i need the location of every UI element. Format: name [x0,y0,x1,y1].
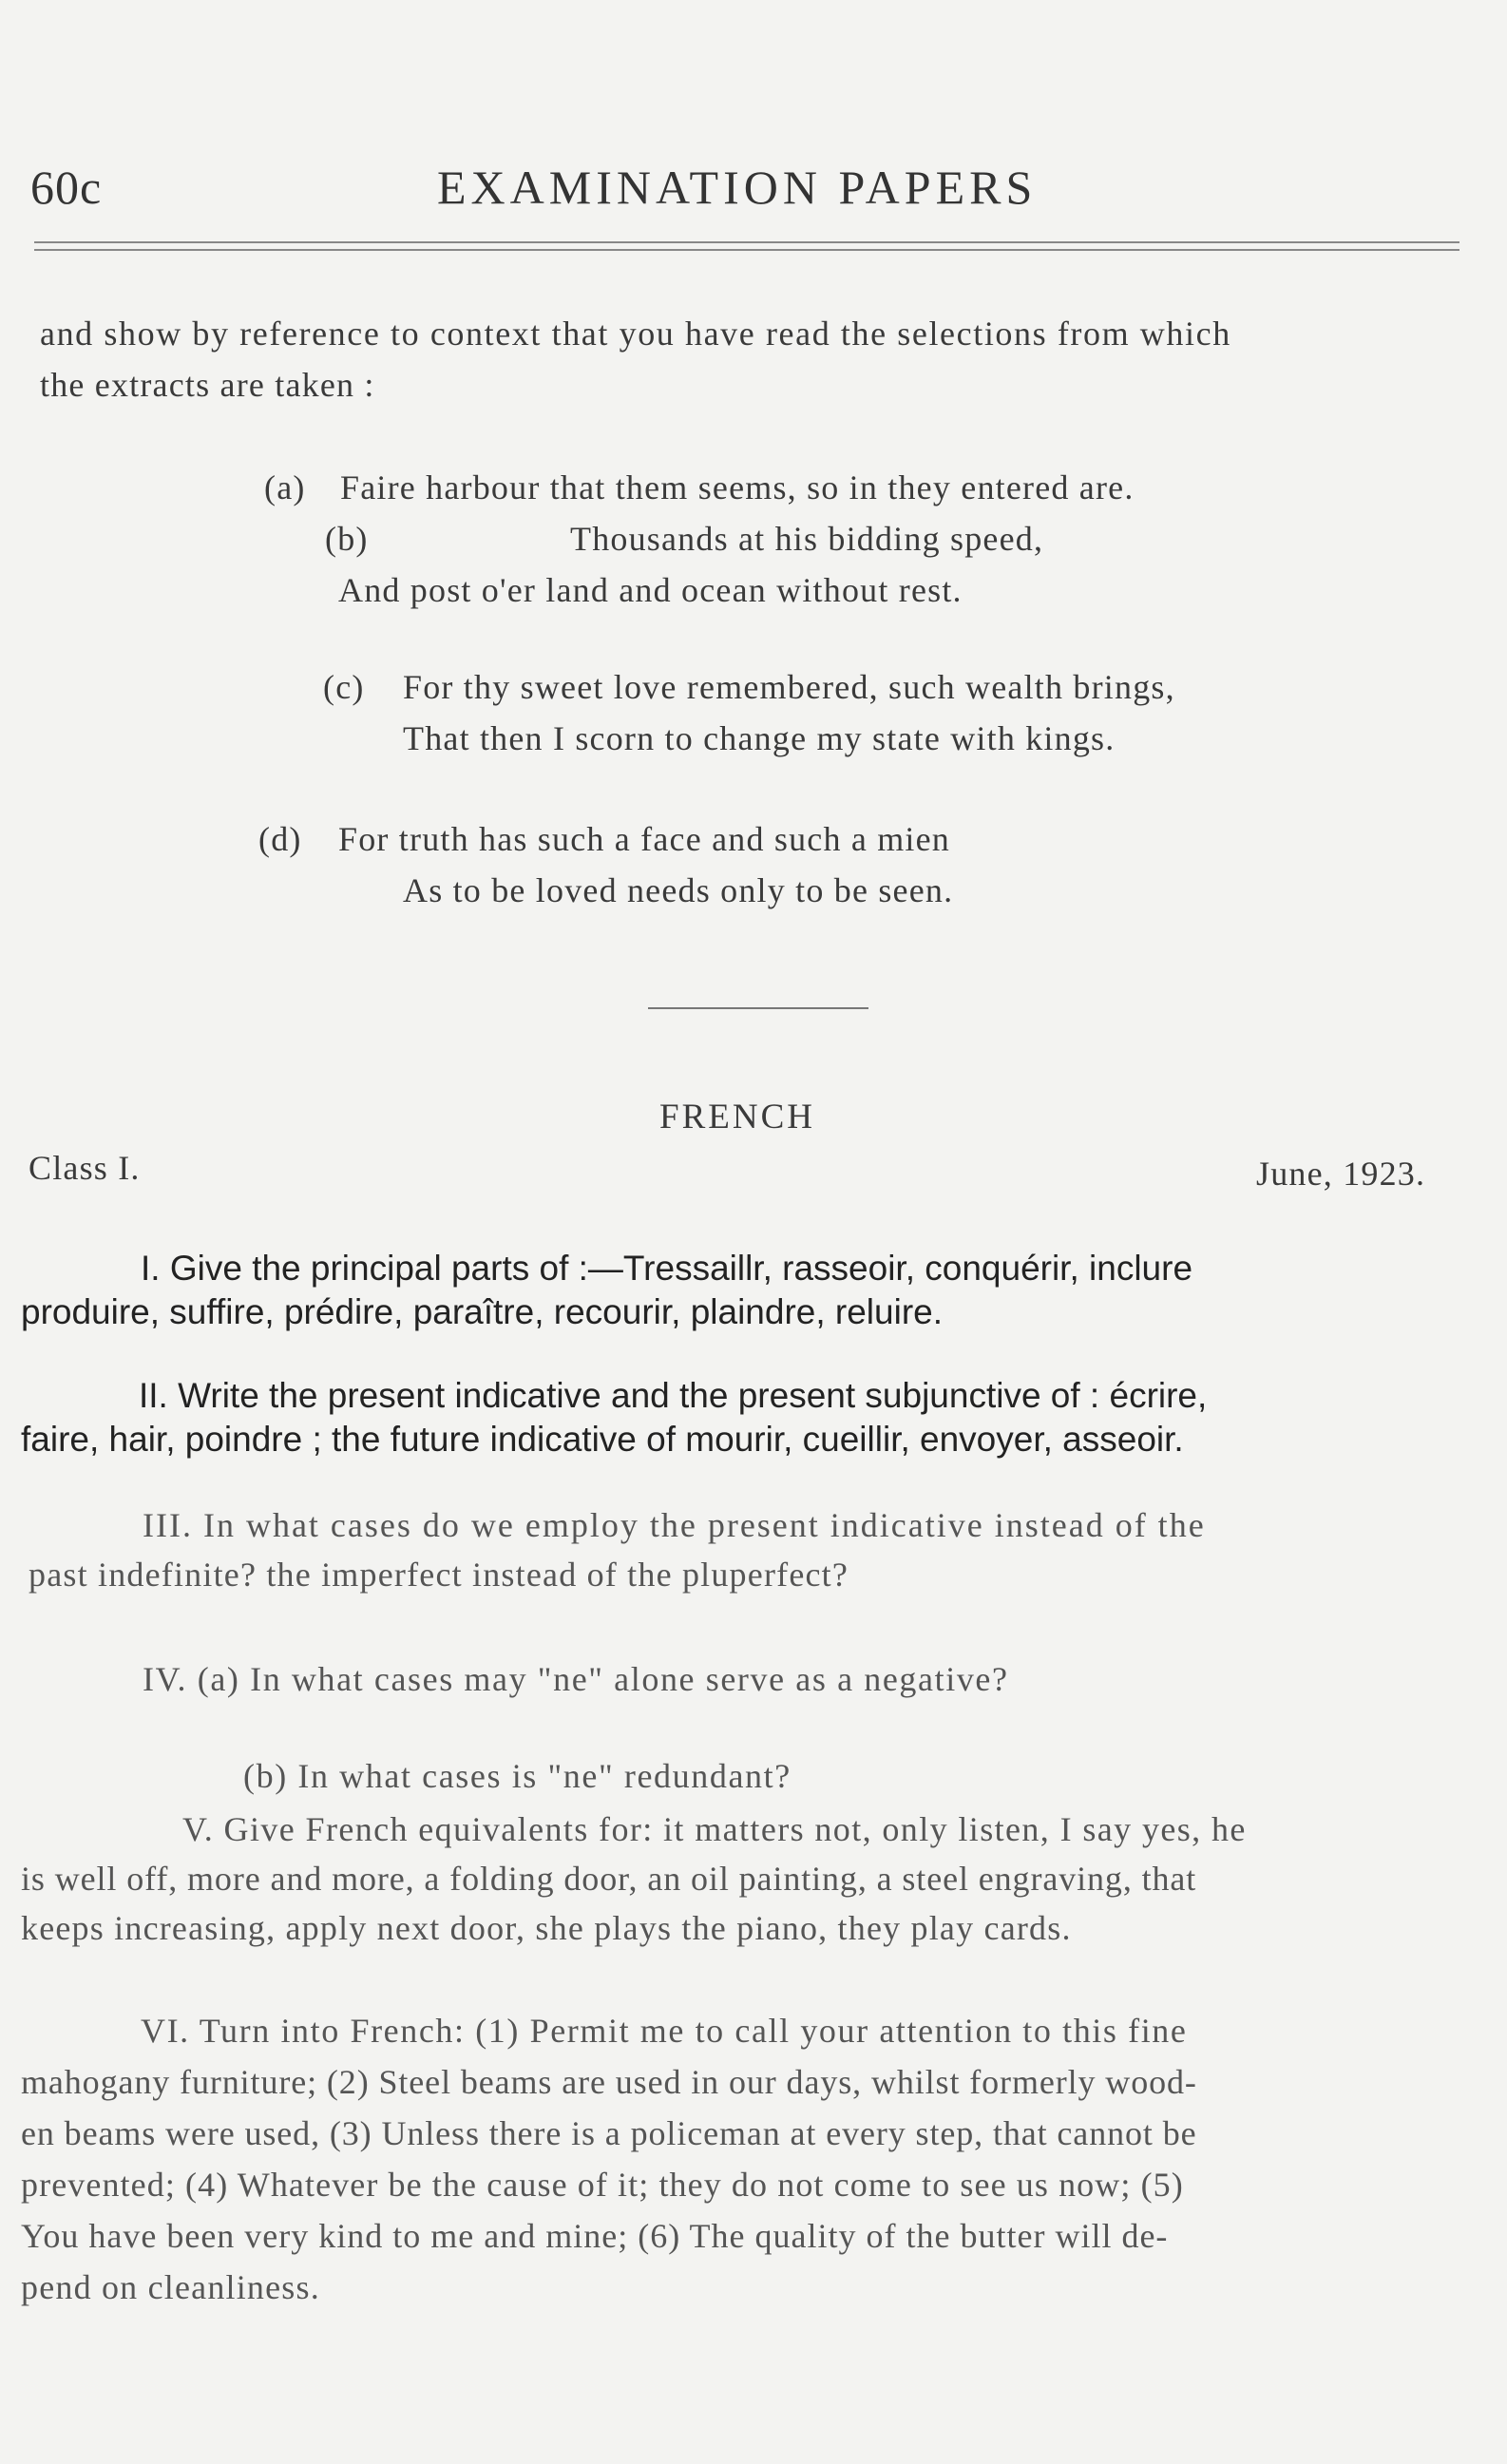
page-number: 60c [30,161,103,214]
question-6-line-5: You have been very kind to me and mine; (6) The quality of the butter will de- [21,2217,1169,2255]
question-6-line-1: VI. Turn into French: (1) Permit me to call your attention to this fine [141,2012,1188,2050]
question-6-line-3: en beams were used, (3) Unless there is a policeman at every step, that cannot be [21,2114,1197,2152]
question-4b: (b) In what cases is "ne" redundant? [243,1757,792,1795]
extract-d-line-1: For truth has such a face and such a mien [338,820,951,858]
intro-line-2: the extracts are taken : [40,366,375,404]
extract-b-marker: (b) [325,520,369,558]
intro-line-1: and show by reference to context that you have read the selections from which [40,315,1231,353]
extract-a-marker: (a) [264,468,306,506]
question-3-line-2: past indefinite? the imperfect instead of the pluperfect? [29,1556,849,1594]
extract-d-marker: (d) [258,820,302,858]
extract-c-marker: (c) [323,668,365,706]
question-4a: IV. (a) In what cases may "ne" alone serve as a negative? [143,1660,1009,1698]
question-2-line-1: II. Write the present indicative and the present subjunctive of : écrire, [139,1376,1208,1415]
question-6-line-6: pend on cleanliness. [21,2268,320,2306]
extract-b-line-1: Thousands at his bidding speed, [570,520,1044,558]
question-6-line-4: prevented; (4) Whatever be the cause of it; they do not come to see us now; (5) [21,2166,1184,2204]
question-5-line-3: keeps increasing, apply next door, she plays the piano, they play cards. [21,1909,1072,1947]
section-heading: FRENCH [659,1098,815,1136]
extract-d-line-2: As to be loved needs only to be seen. [403,871,954,909]
header-rule-bottom [34,249,1459,251]
question-5-line-1: V. Give French equivalents for: it matters not, only listen, I say yes, he [182,1810,1247,1848]
extract-a-line-1: Faire harbour that them seems, so in they entered are. [340,468,1135,506]
running-title: EXAMINATION PAPERS [437,161,1038,214]
extract-c-line-2: That then I scorn to change my state with kings. [403,719,1116,757]
question-2-line-2: faire, hair, poindre ; the future indicative of mourir, cueillir, envoyer, asseoir. [21,1420,1184,1459]
class-label: Class I. [29,1149,141,1187]
question-1-line-2: produire, suffire, prédire, paraître, recourir, plaindre, reluire. [21,1292,944,1331]
extract-b-line-2: And post o'er land and ocean without rest. [338,571,963,609]
exam-date: June, 1923. [1256,1155,1426,1193]
section-divider [648,1007,868,1009]
extract-c-line-1: For thy sweet love remembered, such wealth brings, [403,668,1175,706]
question-3-line-1: III. In what cases do we employ the present indicative instead of the [143,1506,1206,1544]
question-6-line-2: mahogany furniture; (2) Steel beams are used in our days, whilst formerly wood- [21,2063,1197,2101]
question-5-line-2: is well off, more and more, a folding door, an oil painting, a steel engraving, that [21,1860,1197,1898]
question-1-line-1: I. Give the principal parts of :—Tressaillr, rasseoir, conquérir, inclure [141,1249,1193,1288]
header-rule-top [34,241,1459,243]
